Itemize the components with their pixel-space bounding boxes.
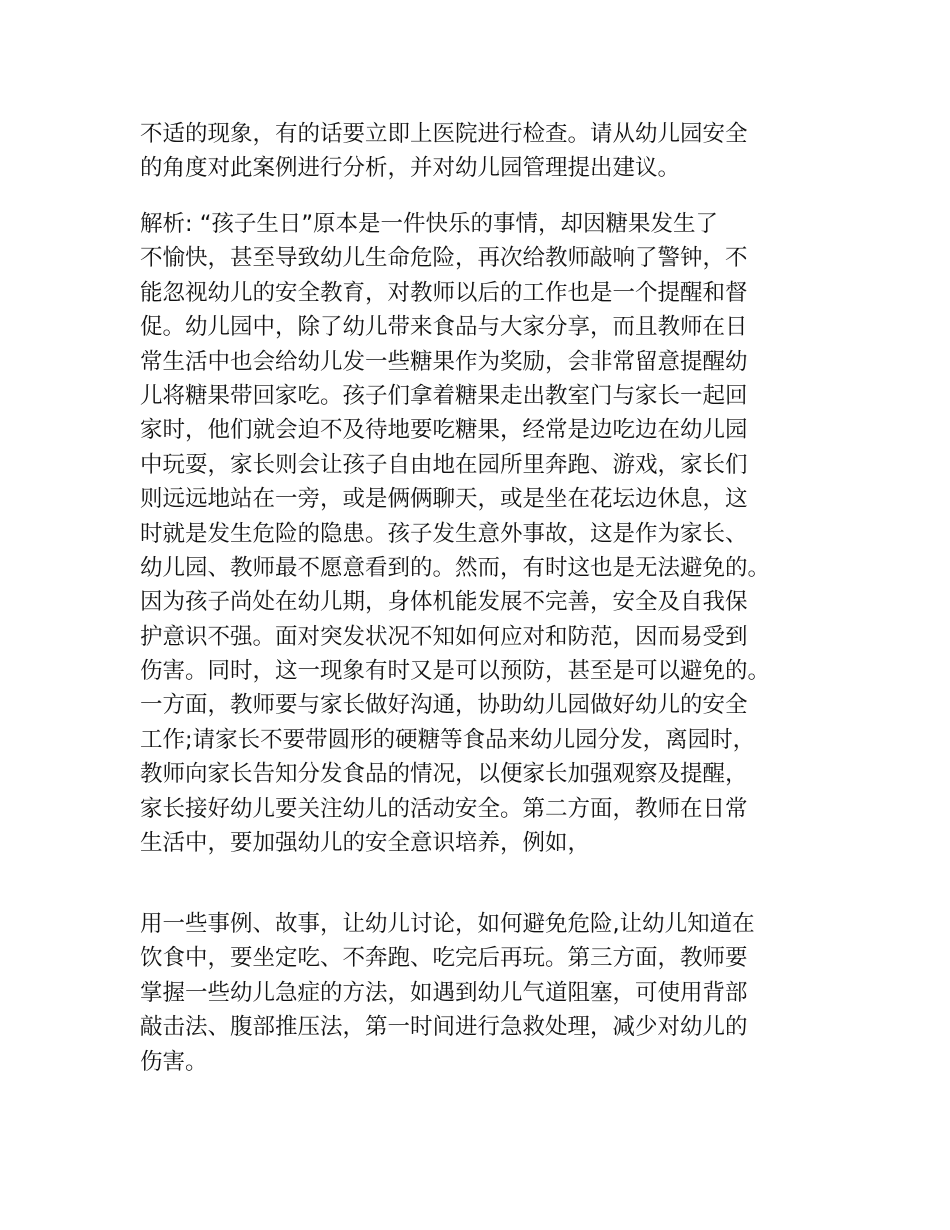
paragraph-continuation [140, 907, 755, 1079]
text-line: 掌握一些幼儿急症的方法，如遇到幼儿气道阻塞，可使用背部 [140, 979, 748, 1006]
text-line: 能忽视幼儿的安全教育，对教师以后的工作也是一个提醒和督 [140, 279, 748, 306]
text-line: 常生活中也会给幼儿发一些糖果作为奖励，会非常留意提醒幼 [140, 348, 748, 375]
text-line: 幼儿园、教师最不愿意看到的。然而，有时这也是无法避免的。 [140, 554, 771, 581]
text-line: 敲击法、腹部推压法，第一时间进行急救处理，减少对幼儿的 [140, 1014, 748, 1041]
text-line: 工作;请家长不要带圆形的硬糖等食品来幼儿园分发，离园时， [140, 726, 756, 753]
text-line: 则远远地站在一旁，或是俩俩聊天，或是坐在花坛边休息，这 [140, 486, 748, 513]
text-line: 不适的现象，有的话要立即上医院进行检查。请从幼儿园安全 [140, 121, 748, 147]
paragraph-question-ending [140, 117, 748, 186]
text-line: 解析: “孩子生日”原本是一件快乐的事情，却因糖果发生了 [140, 211, 719, 237]
text-line: 家长接好幼儿要关注幼儿的活动安全。第二方面，教师在日常 [140, 795, 748, 822]
text-line: 的角度对此案例进行分析，并对幼儿园管理提出建议。 [140, 155, 681, 182]
text-line: 生活中，要加强幼儿的安全意识培养，例如， [140, 830, 591, 857]
text-line: 伤害。同时，这一现象有时又是可以预防，甚至是可以避免的。 [140, 658, 771, 685]
text-line: 一方面，教师要与家长做好沟通，协助幼儿园做好幼儿的安全 [140, 692, 748, 719]
text-line: 因为孩子尚处在幼儿期，身体机能发展不完善，安全及自我保 [140, 589, 748, 616]
text-line: 用一些事例、故事，让幼儿讨论，如何避免危险,让幼儿知道在 [140, 911, 755, 937]
text-line: 家时，他们就会迫不及待地要吃糖果，经常是边吃边在幼儿园 [140, 417, 748, 444]
text-line: 护意识不强。面对突发状况不知如何应对和防范，因而易受到 [140, 623, 748, 650]
text-line: 时就是发生危险的隐患。孩子发生意外事故，这是作为家长、 [140, 520, 748, 547]
text-line: 中玩耍，家长则会让孩子自由地在园所里奔跑、游戏，家长们 [140, 451, 748, 478]
text-line: 不愉快，甚至导致幼儿生命危险，再次给教师敲响了警钟，不 [140, 245, 748, 272]
text-line: 儿将糖果带回家吃。孩子们拿着糖果走出教室门与家长一起回 [140, 382, 748, 409]
text-line: 饮食中，要坐定吃、不奔跑、吃完后再玩。第三方面，教师要 [140, 945, 748, 972]
text-line: 伤害。 [140, 1048, 208, 1075]
text-line: 教师向家长告知分发食品的情况，以便家长加强观察及提醒， [140, 761, 748, 788]
paragraph-analysis [140, 207, 770, 860]
text-line: 促。幼儿园中，除了幼儿带来食品与大家分享，而且教师在日 [140, 314, 748, 341]
